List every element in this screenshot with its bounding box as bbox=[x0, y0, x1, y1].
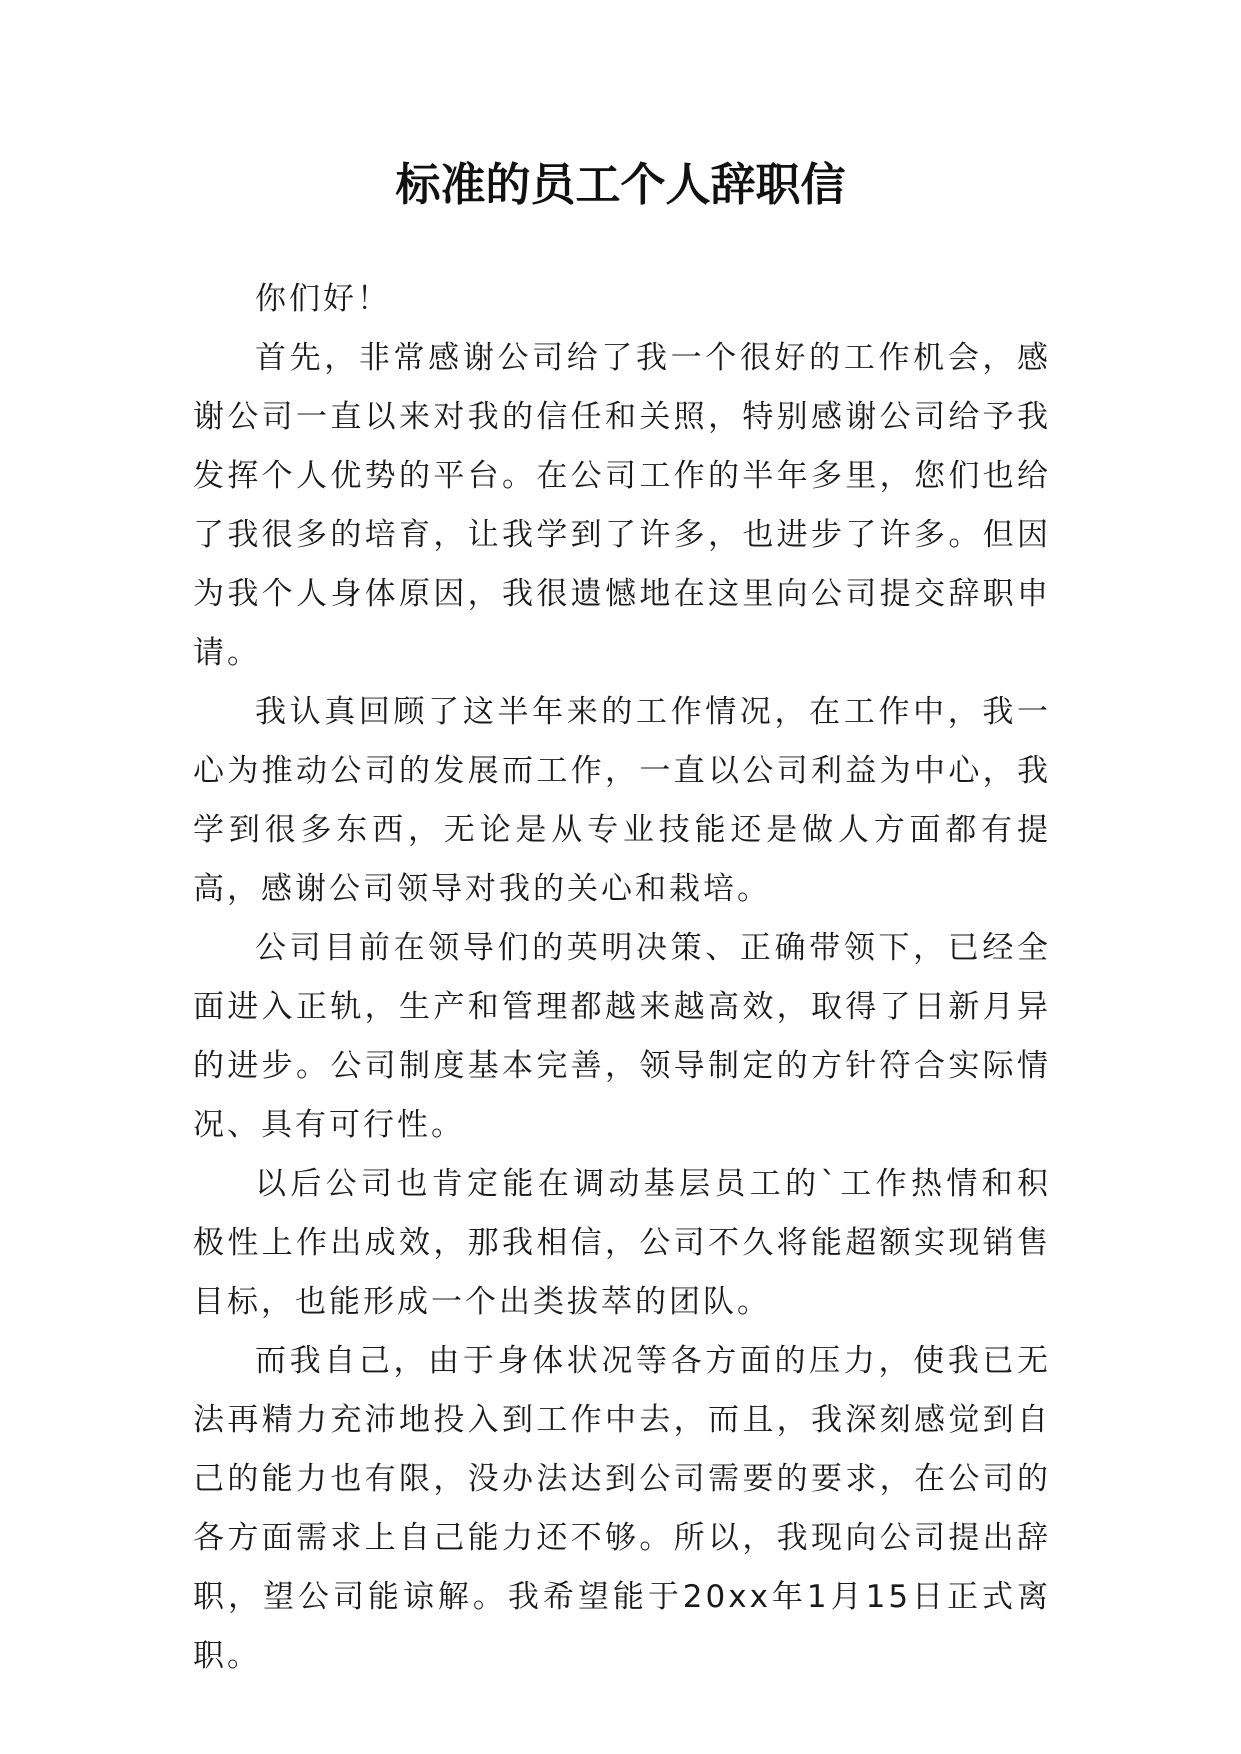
document-title: 标准的员工个人辞职信 bbox=[395, 158, 846, 211]
letter-body bbox=[193, 270, 1051, 1686]
paragraph-1: 首先，非常感谢公司给了我一个很好的工作机会，感谢公司一直以来对我的信任和关照，特别感谢公司给予我发挥个人优势的平台。在公司工作的半年多里，您们也给了我很多的培育，让我学到了许多，也进步了许多。但因为我个人身体原因，我很遗憾地在这里向公司提交辞职申请。 bbox=[193, 340, 1051, 671]
paragraph-4: 以后公司也肯定能在调动基层员工的`工作热情和积极性上作出成效，那我相信，公司不久将能超额实现销售目标，也能形成一个出类拔萃的团队。 bbox=[193, 1166, 1051, 1320]
greeting: 你们好！ bbox=[255, 281, 391, 317]
paragraph-5: 而我自己，由于身体状况等各方面的压力，使我已无法再精力充沛地投入到工作中去，而且，我深刻感觉到自己的能力也有限，没办法达到公司需要的要求，在公司的各方面需求上自己能力还不够。所以，我现向公司提出辞职，望公司能谅解。我希望能于20xx年1月15日正式离职。 bbox=[193, 1343, 1051, 1674]
paragraph-2: 我认真回顾了这半年来的工作情况，在工作中，我一心为推动公司的发展而工作，一直以公司利益为中心，我学到很多东西，无论是从专业技能还是做人方面都有提高，感谢公司领导对我的关心和栽培。 bbox=[193, 694, 1051, 907]
paragraph-3: 公司目前在领导们的英明决策、正确带领下，已经全面进入正轨，生产和管理都越来越高效，取得了日新月异的进步。公司制度基本完善，领导制定的方针符合实际情况、具有可行性。 bbox=[193, 930, 1051, 1143]
